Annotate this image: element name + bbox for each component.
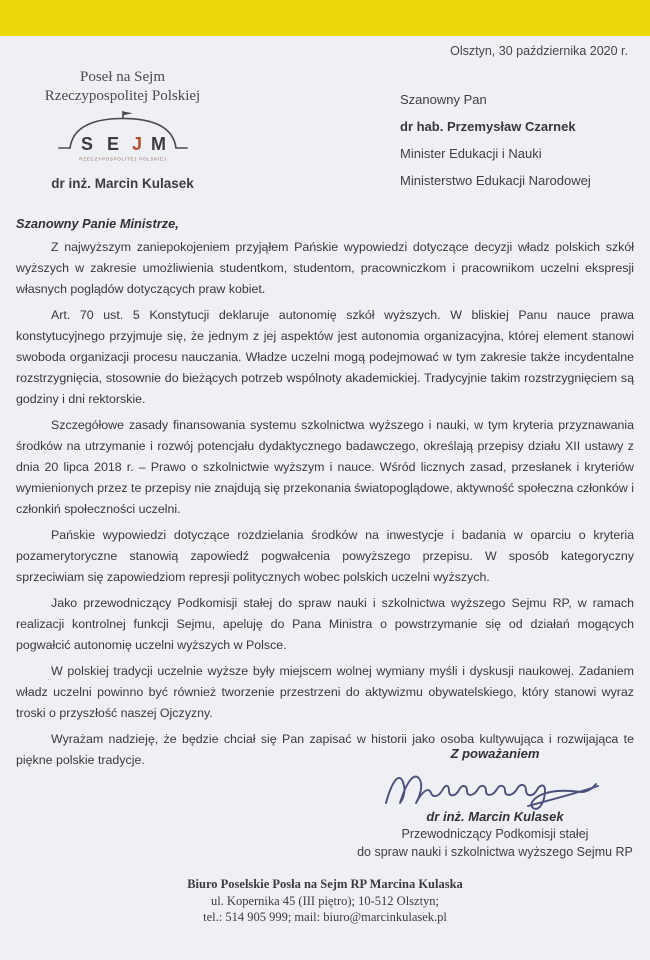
office-footer bbox=[0, 876, 650, 926]
sejm-dome-logo-icon bbox=[53, 110, 193, 166]
logo-caption: RZECZYPOSPOLITEJ POLSKIEJ bbox=[78, 156, 167, 162]
body-paragraph-5: Jako przewodniczący Podkomisji stałej do spraw nauki i szkolnictwa wyższego Sejmu RP, w ramach realizacji kontrolnej funkcji Sejmu, apeluję do Pana Ministra o powstrzymanie się od działań mogących pogwałcić autonomię uczelni wyższych w Polsce. bbox=[16, 596, 634, 652]
footer-address: ul. Kopernika 45 (III piętro); 10-512 Olsztyn; bbox=[210, 893, 440, 908]
body-paragraph-4: Pańskie wypowiedzi dotyczące rozdzielania środków na inwestycje i badania w oparciu o kryteria pozamerytoryczne stanowią zapowiedź pogwałcenia powyższego przepisu. W sposób kategoryczny sprzeciwiam się zapowiedziom represji politycznych wobec polskich uczelni wyższych. bbox=[16, 528, 634, 584]
yellow-top-bar bbox=[0, 0, 650, 36]
handwritten-signature-icon bbox=[378, 759, 608, 815]
logo-letter-m: M bbox=[150, 134, 166, 154]
logo-letter-s: S bbox=[80, 134, 93, 154]
letterhead-title-line2: Rzeczypospolitej Polskiej bbox=[44, 88, 201, 104]
closing-block bbox=[350, 746, 640, 861]
body-paragraph-1: Z najwyższym zaniepokojeniem przyjąłem Pańskie wypowiedzi dotyczące decyzji władz polskich szkół wyższych w zakresie umożliwienia studentkom, studentom, pracowniczkom i pracownikom uczelni ekspresji własnych poglądów dotyczących praw kobiet. bbox=[16, 240, 634, 296]
recipient-salutation: Szanowny Pan bbox=[400, 92, 487, 107]
sender-name: dr inż. Marcin Kulasek bbox=[51, 176, 194, 191]
body-paragraph-3: Szczegółowe zasady finansowania systemu szkolnictwa wyższego i nauki, w tym kryteria przyznawania środków na utrzymanie i rozwój potencjału dydaktycznego badawczego, określają przepisy działu XII ustawy z dnia 20 lipca 2018 r. – Prawo o szkolnictwie wyższym i nauce. Wśród licznych zasad, przesłanek i kryteriów wymienionych przez te przepisy nie znajdują się przekonania światopoglądowe, aktywność społeczna członków i członkiń społeczności uczelni. bbox=[16, 418, 634, 516]
recipient-block bbox=[400, 93, 640, 201]
footer-office-name: Biuro Poselskie Posła na Sejm RP Marcina Kulaska bbox=[187, 877, 463, 891]
letterhead bbox=[20, 68, 225, 191]
valediction: Z poważaniem bbox=[450, 746, 540, 761]
footer-contact: tel.: 514 905 999; mail: biuro@marcinkulasek.pl bbox=[203, 910, 447, 924]
date-line: Olsztyn, 30 października 2020 r. bbox=[450, 44, 628, 58]
body-paragraph-7: Wyrażam nadzieję, że będzie chciał się Pan zapisać w historii jako osoba kultywująca i rozwijająca te piękne polskie tradycje. bbox=[16, 732, 634, 767]
letterhead-title-line1: Poseł na Sejm bbox=[80, 69, 165, 85]
recipient-name: dr hab. Przemysław Czarnek bbox=[400, 119, 576, 134]
logo-letter-e: E bbox=[106, 134, 119, 154]
signature-area bbox=[350, 763, 640, 811]
signatory-title-line1: Przewodniczący Podkomisji stałej bbox=[401, 827, 589, 841]
recipient-ministry: Ministerstwo Edukacji Narodowej bbox=[400, 173, 591, 188]
signatory-name: dr inż. Marcin Kulasek bbox=[426, 809, 564, 824]
logo-flag-icon bbox=[123, 112, 133, 116]
recipient-title: Minister Edukacji i Nauki bbox=[400, 146, 542, 161]
letter-body bbox=[16, 216, 634, 776]
signatory-title-line2: do spraw nauki i szkolnictwa wyższego Sejmu RP bbox=[357, 844, 633, 859]
salutation: Szanowny Panie Ministrze, bbox=[16, 216, 179, 231]
logo-letter-j: J bbox=[131, 134, 142, 154]
body-paragraph-6: W polskiej tradycji uczelnie wyższe były miejscem wolnej wymiany myśli i dyskusji naukowej. Zadaniem władz uczelni powinno być również tworzenie przestrzeni do aktywizmu obywatelskiego, który stanowi wyraz troski o przyszłość naszej Ojczyzny. bbox=[16, 664, 634, 720]
svg-text:S E J bbox=[81, 134, 166, 154]
body-paragraph-2: Art. 70 ust. 5 Konstytucji deklaruje autonomię szkół wyższych. W bliskiej Panu nauce prawa konstytucyjnego przyjmuje się, że jednym z jej aspektów jest autonomia organizacyjna, której element stanowi swoboda organizacji procesu nauczania. Władze uczelni mogą podejmować w tym zakresie także incydentalne rozstrzygnięcia, stosownie do bieżących potrzeb wspólnoty akademickiej. Tradycyjnie takim rozstrzygnięciem są godziny i dni rektorskie. bbox=[16, 308, 634, 406]
